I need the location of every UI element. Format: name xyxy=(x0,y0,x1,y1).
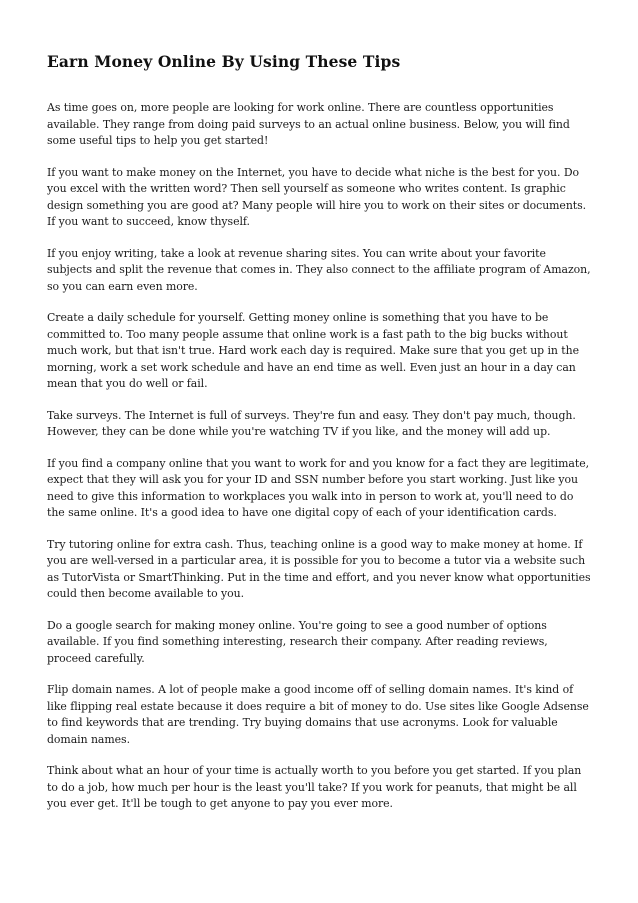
paragraph: Try tutoring online for extra cash. Thus, teaching online is a good way to make money at home. If you are well-versed in a particular area, it is possible for you to become a tutor via a website such as TutorVista or SmartThinking. Put in the time and effort, and you never know what opportunities could then become available to you. xyxy=(47,537,591,600)
document-title: Earn Money Online By Using These Tips xyxy=(47,52,401,71)
paragraph: Think about what an hour of your time is actually worth to you before you get started. If you plan to do a job, how much per hour is the least you'll take? If you work for peanuts, that might be all you ever get. It'll be tough to get anyone to pay you ever more. xyxy=(47,764,582,810)
paragraph: Create a daily schedule for yourself. Getting money online is something that you have to be committed to. Too many people assume that online work is a fast path to the big bucks without much work, but that isn't true. Hard work each day is required. Make sure that you get up in the morning, work a set work schedule and have an end time as well. Even just an hour in a day can mean that you do well or fail. xyxy=(47,311,579,390)
paragraph: Take surveys. The Internet is full of surveys. They're fun and easy. They don't pay much, though. However, they can be done while you're watching TV if you like, and the money will add up. xyxy=(47,408,576,438)
document-body xyxy=(47,100,594,813)
paragraph: If you want to make money on the Internet, you have to decide what niche is the best for you. Do you excel with the written word? Then sell yourself as someone who writes content. Is graphic design something you are good at? Many people will hire you to work on their sites or documents. If you want to succeed, know thyself. xyxy=(47,165,587,228)
paragraph: If you enjoy writing, take a look at revenue sharing sites. You can write about your favorite subjects and split the revenue that comes in. They also connect to the affiliate program of Amazon, so you can earn even more. xyxy=(47,246,591,293)
paragraph: Do a google search for making money online. You're going to see a good number of options available. If you find something interesting, research their company. After reading reviews, proceed carefully. xyxy=(47,618,548,665)
paragraph: As time goes on, more people are looking for work online. There are countless opportunities available. They range from doing paid surveys to an actual online business. Below, you will find some useful tips to help you get started! xyxy=(47,101,570,147)
paragraph: Flip domain names. A lot of people make a good income off of selling domain names. It's kind of like flipping real estate because it does require a bit of money to do. Use sites like Google Adsense to find keywords that are trending. Try buying domains that use acronyms. Look for valuable domain names. xyxy=(47,683,589,746)
paragraph: If you find a company online that you want to work for and you know for a fact they are legitimate, expect that they will ask you for your ID and SSN number before you start working. Just like you need to give this information to workplaces you walk into in person to work at, you'll need to do the same online. It's a good idea to have one digital copy of each of your identification cards. xyxy=(47,456,590,519)
